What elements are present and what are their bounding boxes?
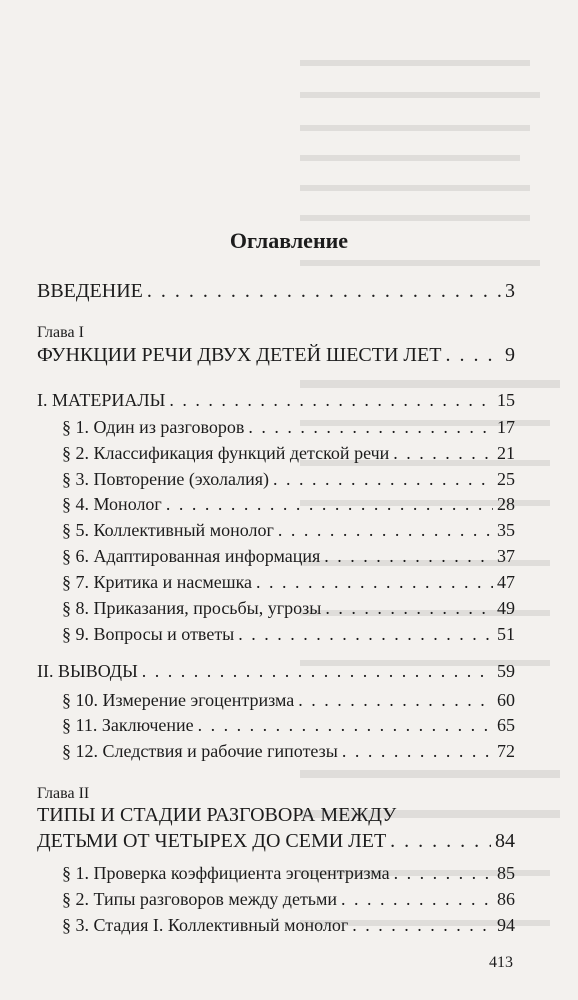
entry-label: II. ВЫВОДЫ	[37, 661, 138, 681]
entry-page: 72	[497, 741, 515, 761]
dot-leader	[324, 546, 493, 567]
entry-label: § 5. Коллективный монолог	[62, 520, 274, 540]
entry-page: 51	[497, 624, 515, 644]
toc-entry-section	[62, 741, 515, 762]
toc-entry-part-1	[37, 390, 515, 411]
entry-page: 3	[505, 280, 515, 302]
entry-page: 28	[497, 494, 515, 514]
entry-label: § 2. Типы разговоров между детьми	[62, 889, 338, 909]
page-number: 413	[489, 954, 513, 971]
dot-leader	[352, 915, 493, 936]
entry-label: § 4. Монолог	[62, 494, 162, 514]
chapter-2-title-line-1: ТИПЫ И СТАДИИ РАЗГОВОРА МЕЖДУ	[37, 804, 397, 826]
entry-page: 35	[497, 520, 515, 540]
toc-title: Оглавление	[229, 228, 349, 253]
dot-leader	[393, 443, 493, 464]
dot-leader	[238, 624, 493, 645]
toc-entry-section	[62, 572, 515, 593]
toc-entry-section	[62, 624, 515, 645]
dot-leader	[445, 344, 501, 367]
entry-label: I. МАТЕРИАЛЫ	[37, 390, 166, 410]
entry-page: 47	[497, 572, 515, 592]
entry-label: ВВЕДЕНИЕ	[37, 280, 143, 302]
entry-page: 21	[497, 443, 515, 463]
entry-page: 15	[497, 390, 515, 410]
entry-page: 25	[497, 469, 515, 489]
entry-label: ФУНКЦИИ РЕЧИ ДВУХ ДЕТЕЙ ШЕСТИ ЛЕТ	[37, 344, 442, 366]
toc-entry-section	[62, 417, 515, 438]
entry-page: 86	[497, 889, 515, 909]
entry-page: 94	[497, 915, 515, 935]
entry-page: 84	[495, 830, 515, 852]
chapter-1-label: Глава I	[37, 324, 84, 341]
entry-label: § 1. Один из разговоров	[62, 417, 245, 437]
dot-leader	[169, 390, 493, 411]
entry-page: 9	[505, 344, 515, 366]
dot-leader	[390, 830, 491, 853]
entry-page: 17	[497, 417, 515, 437]
toc-entry-section	[62, 443, 515, 464]
entry-page: 49	[497, 598, 515, 618]
toc-entry-section	[62, 520, 515, 541]
entry-page: 59	[497, 661, 515, 681]
entry-label: § 6. Адаптированная информация	[62, 546, 321, 566]
dot-leader	[248, 417, 493, 438]
toc-entry-section	[62, 690, 515, 711]
toc-entry-chapter-1	[37, 344, 515, 367]
toc-entry-section	[62, 715, 515, 736]
entry-label: § 10. Измерение эгоцентризма	[62, 690, 295, 710]
entry-page: 37	[497, 546, 515, 566]
entry-label: § 1. Проверка коэффициента эгоцентризма	[62, 863, 390, 883]
entry-label: § 7. Критика и насмешка	[62, 572, 253, 592]
entry-label: § 3. Стадия I. Коллективный монолог	[62, 915, 349, 935]
dot-leader	[273, 469, 493, 490]
toc-entry-section	[62, 494, 515, 515]
dot-leader	[325, 598, 493, 619]
entry-label: ДЕТЬМИ ОТ ЧЕТЫРЕХ ДО СЕМИ ЛЕТ	[37, 830, 387, 852]
entry-page: 85	[497, 863, 515, 883]
dot-leader	[341, 889, 493, 910]
toc-entry-chapter-2	[37, 830, 515, 853]
dot-leader	[298, 690, 493, 711]
toc-entry-part-2	[37, 661, 515, 682]
dot-leader	[256, 572, 493, 593]
entry-label: § 2. Классификация функций детской речи	[62, 443, 390, 463]
toc-entry-section	[62, 915, 515, 936]
entry-label: § 12. Следствия и рабочие гипотезы	[62, 741, 338, 761]
chapter-2-label: Глава II	[37, 785, 90, 802]
entry-label: § 11. Заключение	[62, 715, 194, 735]
dot-leader	[394, 863, 493, 884]
entry-page: 65	[497, 715, 515, 735]
toc-entry-section	[62, 598, 515, 619]
toc-entry-intro	[37, 280, 515, 303]
toc-entry-section	[62, 469, 515, 490]
toc-entry-section	[62, 889, 515, 910]
dot-leader	[342, 741, 493, 762]
dot-leader	[147, 280, 501, 303]
dot-leader	[166, 494, 493, 515]
entry-label: § 8. Приказания, просьбы, угрозы	[62, 598, 322, 618]
dot-leader	[142, 661, 493, 682]
toc-entry-section	[62, 863, 515, 884]
dot-leader	[198, 715, 493, 736]
entry-label: § 9. Вопросы и ответы	[62, 624, 235, 644]
toc-entry-section	[62, 546, 515, 567]
entry-page: 60	[497, 690, 515, 710]
dot-leader	[278, 520, 493, 541]
entry-label: § 3. Повторение (эхолалия)	[62, 469, 270, 489]
